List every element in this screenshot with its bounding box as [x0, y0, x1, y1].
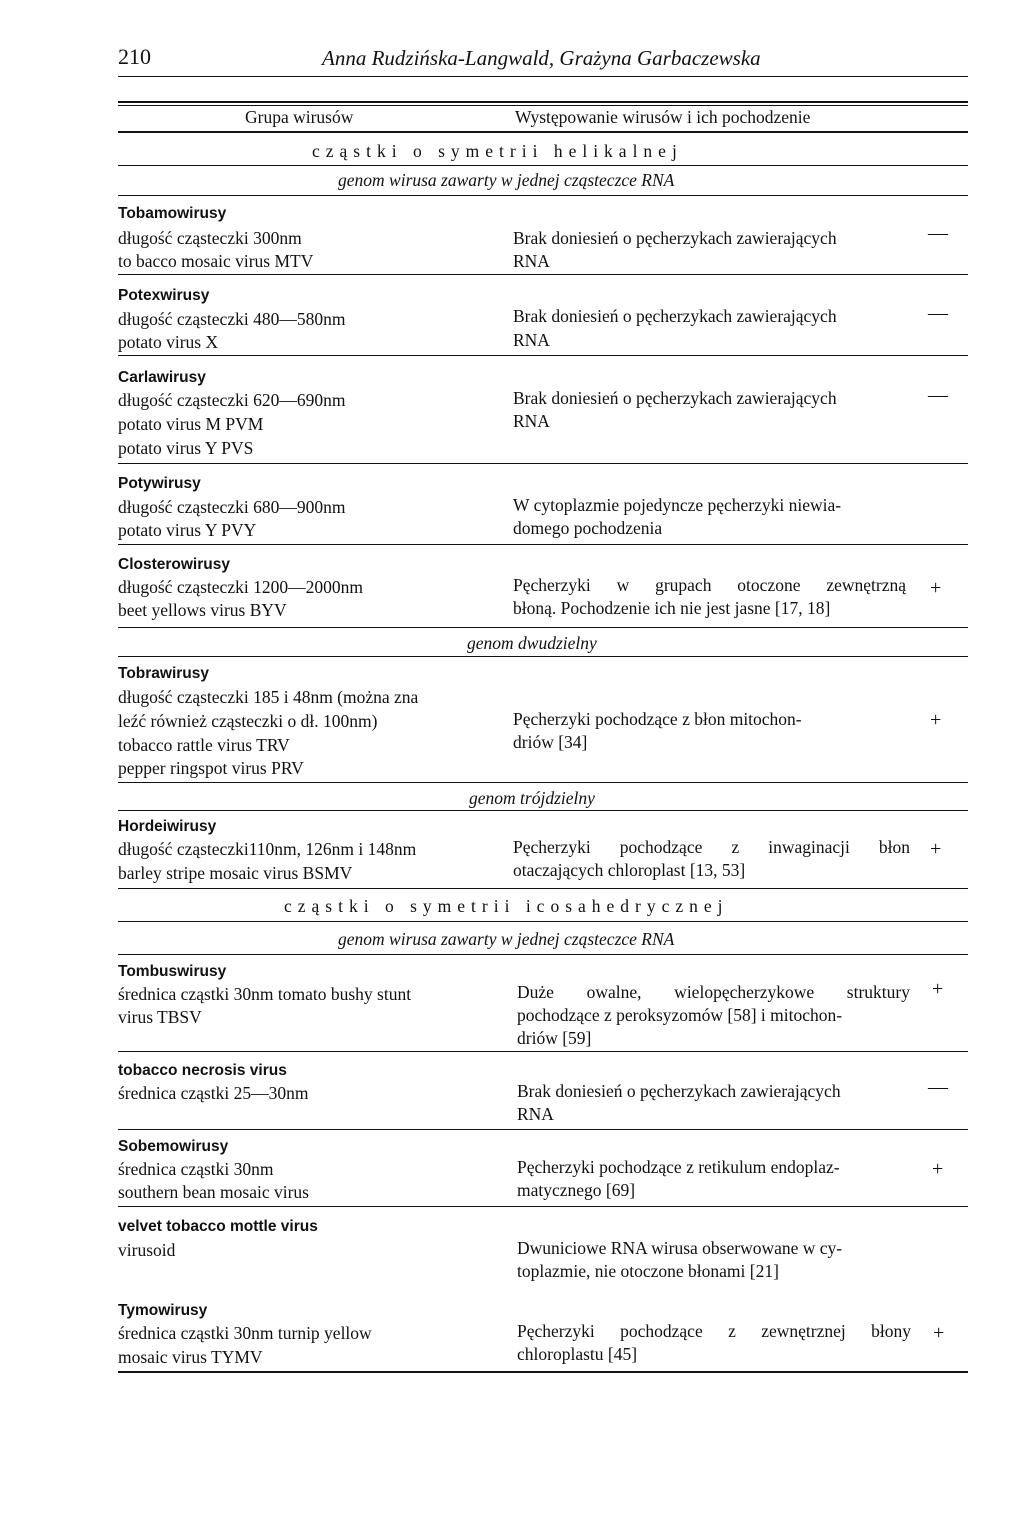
occurrence-text: domego pochodzenia — [513, 518, 663, 538]
occurrence-text: driów [34] — [513, 732, 588, 752]
column-header-occurrence: Występowanie wirusów i ich pochodzenie — [515, 107, 811, 127]
subsection-single-rna: genom wirusa zawarty w jednej cząsteczce RNA — [338, 929, 675, 949]
virus-group-detail: potato virus X — [118, 332, 219, 352]
row-rule — [118, 888, 968, 889]
subsection-rule — [118, 656, 968, 657]
virus-group-detail: mosaic virus TYMV — [118, 1347, 263, 1367]
virus-group-name: Potywirusy — [118, 475, 201, 492]
subsection-tripartite: genom trójdzielny — [469, 788, 595, 808]
row-rule — [118, 782, 968, 783]
virus-group-name: Tobrawirusy — [118, 665, 210, 682]
virus-group-name: Tobamowirusy — [118, 205, 227, 222]
occurrence-text: Brak doniesień o pęcherzykach zawierających — [513, 306, 837, 326]
row-rule — [118, 1129, 968, 1130]
occurrence-text: RNA — [513, 411, 550, 431]
subsection-bipartite: genom dwudzielny — [467, 633, 597, 653]
row-rule — [118, 463, 968, 464]
occurrence-text: matycznego [69] — [517, 1180, 636, 1200]
virus-group-detail: leźć również cząsteczki o dł. 100nm) — [118, 711, 378, 731]
subsection-rule — [118, 195, 968, 196]
occurrence-text: błoną. Pochodzenie ich nie jest jasne [17, 18] — [513, 598, 831, 618]
virus-group-detail: virus TBSV — [118, 1007, 202, 1027]
row-rule — [118, 1051, 968, 1052]
occurrence-text: chloroplastu [45] — [517, 1344, 638, 1364]
column-header-group: Grupa wirusów — [245, 107, 354, 127]
subsection-single-rna: genom wirusa zawarty w jednej cząsteczce RNA — [338, 170, 675, 190]
virus-group-detail: długość cząsteczki110nm, 126nm i 148nm — [118, 839, 417, 859]
virus-group-detail: potato virus M PVM — [118, 414, 264, 434]
header-bottom-rule — [118, 131, 968, 133]
virus-group-name: Tymowirusy — [118, 1302, 208, 1319]
occurrence-cell — [517, 1320, 911, 1366]
virus-group-name: Tombuswirusy — [118, 963, 227, 980]
presence-mark: + — [930, 577, 942, 599]
virus-group-detail: potato virus Y PVS — [118, 438, 254, 458]
virus-group-name: velvet tobacco mottle virus — [118, 1218, 318, 1235]
occurrence-text: Pęcherzyki pochodzące z retikulum endoplaz- — [517, 1157, 840, 1177]
virus-group-detail: beet yellows virus BYV — [118, 600, 287, 620]
virus-group-detail: średnica cząstki 30nm tomato bushy stunt — [118, 984, 412, 1004]
occurrence-text: RNA — [513, 251, 550, 271]
virus-group-detail: potato virus Y PVY — [118, 520, 257, 540]
section-rule — [118, 921, 968, 922]
virus-group-detail: barley stripe mosaic virus BSMV — [118, 863, 353, 883]
table-top-rule — [118, 101, 968, 103]
occurrence-text: Brak doniesień o pęcherzykach zawierających — [513, 388, 837, 408]
row-rule — [118, 627, 968, 628]
subsection-rule — [118, 810, 968, 811]
occurrence-text: Duże owalne, wielopęcherzykowe struktury — [517, 982, 910, 1002]
occurrence-text: toplazmie, nie otoczone błonami [21] — [517, 1261, 779, 1281]
virus-group-name: Carlawirusy — [118, 369, 206, 386]
virus-group-detail: długość cząsteczki 680—900nm — [118, 497, 346, 517]
occurrence-text: Pęcherzyki pochodzące z inwaginacji błon — [513, 837, 910, 857]
occurrence-cell — [513, 836, 910, 882]
presence-mark: + — [932, 978, 944, 1000]
section-rule — [118, 165, 968, 166]
presence-mark: + — [933, 1322, 945, 1344]
virus-group-detail: southern bean mosaic virus — [118, 1182, 309, 1202]
virus-group-name: Closterowirusy — [118, 556, 230, 573]
virus-group-detail: średnica cząstki 30nm turnip yellow — [118, 1323, 372, 1343]
virus-group-name: Sobemowirusy — [118, 1138, 229, 1155]
presence-mark: — — [928, 1076, 948, 1098]
header-rule — [118, 76, 968, 77]
virus-group-name: Potexwirusy — [118, 287, 210, 304]
virus-group-name: Hordeiwirusy — [118, 818, 217, 835]
occurrence-text: Brak doniesień o pęcherzykach zawierających — [517, 1081, 841, 1101]
occurrence-text: Pęcherzyki w grupach otoczone zewnętrzną — [513, 575, 906, 595]
virus-group-name: tobacco necrosis virus — [118, 1062, 287, 1079]
section-helical-symmetry: cząstki o symetrii helikalnej — [312, 141, 683, 161]
presence-mark: + — [932, 1158, 944, 1180]
virus-group-detail: długość cząsteczki 1200—2000nm — [118, 577, 363, 597]
row-rule — [118, 355, 968, 356]
virus-group-detail: długość cząsteczki 480—580nm — [118, 309, 346, 329]
occurrence-text: RNA — [513, 330, 550, 350]
presence-mark: — — [928, 222, 948, 244]
occurrence-text: Pęcherzyki pochodzące z błon mitochon- — [513, 709, 802, 729]
row-rule — [118, 544, 968, 545]
virus-group-detail: długość cząsteczki 620—690nm — [118, 390, 346, 410]
occurrence-text: driów [59] — [517, 1028, 592, 1048]
presence-mark: + — [930, 709, 942, 731]
row-rule — [118, 1206, 968, 1207]
occurrence-cell — [513, 574, 906, 620]
table-bottom-rule — [118, 1371, 968, 1373]
virus-group-detail: długość cząsteczki 300nm — [118, 228, 302, 248]
subsection-rule — [118, 954, 968, 955]
occurrence-text: Brak doniesień o pęcherzykach zawierających — [513, 228, 837, 248]
virus-group-detail: średnica cząstki 30nm — [118, 1159, 274, 1179]
presence-mark: — — [928, 302, 948, 324]
virus-group-detail: pepper ringspot virus PRV — [118, 758, 304, 778]
row-rule — [118, 274, 968, 275]
occurrence-text: Dwuniciowe RNA wirusa obserwowane w cy- — [517, 1238, 843, 1258]
virus-group-detail: długość cząsteczki 185 i 48nm (można zna — [118, 687, 419, 707]
virus-group-detail: virusoid — [118, 1240, 176, 1260]
virus-group-detail: tobacco rattle virus TRV — [118, 735, 290, 755]
presence-mark: + — [930, 838, 942, 860]
occurrence-text: otaczających chloroplast [13, 53] — [513, 860, 746, 880]
running-header-authors: Anna Rudzińska-Langwald, Grażyna Garbaczewska — [322, 46, 761, 70]
section-icosahedral-symmetry: cząstki o symetrii icosahedrycznej — [284, 896, 729, 916]
page-number: 210 — [118, 44, 151, 69]
presence-mark: — — [928, 384, 948, 406]
occurrence-text: Pęcherzyki pochodzące z zewnętrznej błony — [517, 1321, 911, 1341]
virus-group-detail: to bacco mosaic virus MTV — [118, 251, 314, 271]
occurrence-cell — [517, 981, 910, 1050]
virus-group-detail: średnica cząstki 25—30nm — [118, 1083, 309, 1103]
occurrence-text: RNA — [517, 1104, 554, 1124]
occurrence-text: W cytoplazmie pojedyncze pęcherzyki niewia- — [513, 495, 842, 515]
occurrence-text: pochodzące z peroksyzomów [58] i mitochon- — [517, 1005, 843, 1025]
